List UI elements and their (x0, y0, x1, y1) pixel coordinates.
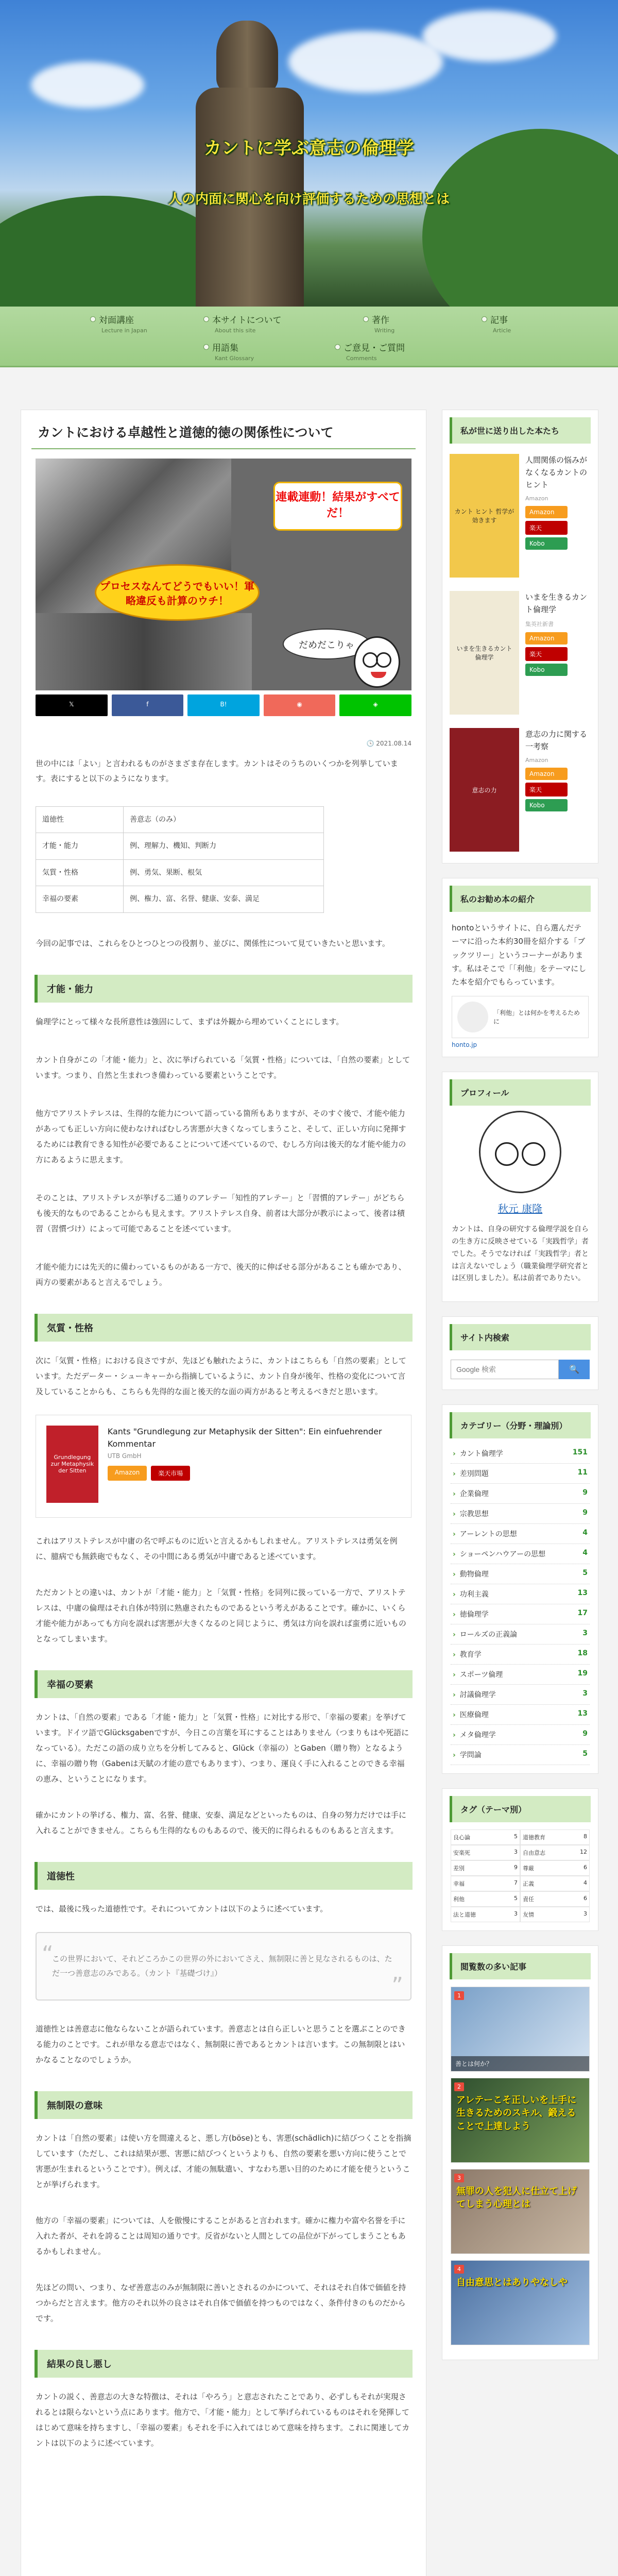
category-label: › ロールズの正義論 (453, 1629, 517, 1639)
tag-item[interactable] (520, 1907, 590, 1922)
category-label: › 徳倫理学 (453, 1609, 489, 1619)
category-count: 18 (577, 1649, 588, 1658)
widget-title: サイト内検索 (450, 1324, 591, 1350)
category-label: › 医療倫理 (453, 1709, 489, 1720)
category-item[interactable] (451, 1665, 590, 1685)
tag-item[interactable] (451, 1860, 520, 1876)
cloud-decoration (422, 10, 556, 62)
popular-thumb-text: 自由意思とはありやなしや (456, 2277, 568, 2289)
category-label: › アーレントの思想 (453, 1529, 517, 1539)
tag-item[interactable] (520, 1876, 590, 1891)
category-item[interactable] (451, 1685, 590, 1705)
popular-article[interactable] (451, 2169, 590, 2254)
widget-title: カテゴリー（分野・理論別） (450, 1412, 591, 1438)
bullet-icon (203, 316, 209, 322)
bullet-icon (203, 344, 209, 350)
section-heading: 無制限の意味 (35, 2091, 413, 2119)
section-heading: 才能・能力 (35, 975, 413, 1003)
paragraph: 才能や能力には先天的に備わっているものがある一方で、後天的に伸ばせる部分があることも確かであり、両方の要素があると言えるでしょう。 (36, 1262, 406, 1287)
paragraph: カントの説く、善意志の大きな特徴は、それは「やろう」と意志されたことであり、必ずしもそれが実現されるとは限らないという点にあります。他方で、「才能・能力」として挙げられているものはそれを発揮してはじめて意味を持ちますし、「幸福の要素」もそれを手に入れてはじめて意味を持ちます。これに関連してカントは以下のように述べています。 (36, 2392, 410, 2448)
nav-sub: Kant Glossary (215, 355, 254, 362)
amazon-button[interactable]: Amazon (525, 506, 568, 518)
sidebar-book[interactable]: いまを生きるカント倫理学 いまを生きるカント倫理学 集英社新書 Amazon 楽天 Kobo (442, 581, 598, 718)
article-main (21, 410, 426, 2576)
nav-sub: Writing (374, 327, 395, 334)
category-count: 5 (582, 1569, 588, 1578)
category-label: › カント倫理学 (453, 1448, 503, 1459)
category-label: › メタ倫理学 (453, 1730, 496, 1740)
honto-card[interactable] (452, 996, 589, 1038)
category-item[interactable] (451, 1584, 590, 1604)
cartoon-face-icon (354, 636, 400, 688)
rakuten-button[interactable]: 楽天 (525, 647, 568, 661)
nav-sub: Article (493, 327, 511, 334)
honto-title: 「利他」とは何かを考えるために (493, 1009, 580, 1026)
share-hatena-button[interactable]: B! はてブ (187, 694, 260, 716)
section-heading: 道徳性 (35, 1862, 413, 1890)
paragraph: ただカントとの違いは、カントが「才能・能力」と「気質・性格」を同列に扱っている一方で、アリストテレスは、中庸の倫理はそれ自体が特別に熟慮されたものであるという考えがあることです。確かに、いくら才能や能力があっても方向を誤れば害悪が大きくなるのと同じように、勇気は方向を誤れば蛮勇に近いものとなってしまいます。 (36, 1587, 406, 1643)
popular-thumb-text: 無罪の人を犯人に仕立て上げてしまう心理とは (456, 2186, 577, 2210)
book-cover: 意志の力 (450, 728, 519, 852)
tag-label: 道徳教育 (523, 1834, 545, 1841)
widget-categories (442, 1404, 598, 1774)
tag-count: 3 (583, 1910, 587, 1918)
honto-link[interactable]: honto.jp (452, 1041, 477, 1049)
paragraph: 確かにカントの挙げる、権力、富、名誉、健康、安泰、満足などといったものは、自身の努力だけでは手に入れることができません。こちらも生得的なものもあるので、後天的に得られるものもあると言えます。 (36, 1810, 407, 1835)
category-label: › 宗教思想 (453, 1509, 489, 1519)
tag-count: 9 (514, 1864, 518, 1871)
category-item[interactable] (451, 1524, 590, 1544)
amazon-button[interactable]: Amazon (525, 632, 568, 645)
statue-head (216, 21, 278, 93)
nav-label: ご意見・ご質問 (344, 343, 405, 353)
table-row: 道徳性 善意志（のみ） (36, 807, 324, 833)
paragraph: では、最後に残った道徳性です。それについてカントは以下のように述べています。 (36, 1904, 328, 1913)
site-title[interactable]: カントに学ぶ意志の倫理学 (204, 138, 414, 159)
paragraph: 他方の「幸福の要素」については、人を傲慢にすることがあると言われます。確かに権力や富や名誉を手に入れた者が、それを誇ることは周知の通りです。反省がないと人間としての品位が下がってしまうこともあるかもしれません。 (36, 2215, 406, 2256)
tag-count: 7 (514, 1879, 518, 1887)
category-item[interactable] (451, 1564, 590, 1584)
hero-image (36, 459, 411, 690)
sidebar-book[interactable]: 意志の力 意志の力に関する一考察 Amazon Amazon 楽天 Kobo (442, 718, 598, 855)
goods-table (36, 806, 324, 913)
nav-item-comments[interactable] (335, 341, 405, 362)
rakuten-button[interactable]: 楽天 (525, 783, 568, 796)
tag-cloud (451, 1829, 590, 1922)
tag-item[interactable] (520, 1891, 590, 1907)
widget-title: 閲覧数の多い記事 (450, 1953, 591, 1979)
tag-label: 安楽死 (453, 1850, 470, 1857)
nav-label: 用語集 (212, 343, 238, 353)
widget-recommend (442, 878, 598, 1057)
cloud-decoration (31, 62, 144, 108)
category-item[interactable] (451, 1504, 590, 1524)
paragraph: 次に「気質・性格」における良さですが、先ほども触れたように、カントはこちらも「自然の要素」としています。ただデーター・シューキャーから指摘しているように、カント自身が後年、性格の変化について言及していることからも、こちらも先得的な面と後天的な面の両方があると考えるべきだと思います。 (36, 1355, 407, 1396)
book-publisher: UTB GmbH (107, 1452, 142, 1460)
rank-badge: 4 (454, 2265, 464, 2274)
nav-sub: Comments (346, 355, 377, 362)
category-item[interactable] (451, 1444, 590, 1464)
book-cover: カント ヒント 哲学が効きます (450, 454, 519, 578)
pocket-icon: ◉ (297, 701, 302, 708)
tag-item[interactable] (451, 1876, 520, 1891)
category-label: › 討議倫理学 (453, 1689, 496, 1700)
popular-list (451, 1987, 590, 2345)
rank-badge: 3 (454, 2174, 464, 2182)
bullet-icon (363, 316, 369, 322)
recommend-text: hontoというサイトに、自ら選んだテーマに沿った本約30冊を紹介する「ブックツリー」というコーナーがあります。私はそこで「「利他」をテーマにした本を紹介でもらっています。 (452, 923, 587, 987)
widget-title: タグ（テーマ別） (450, 1796, 591, 1822)
widget-profile (442, 1072, 598, 1302)
paragraph: カントは「自然の要素」は使い方を間違えると、悪し方(böse)とも、害悪(schädlich)に結びつくことを指摘しています（ただし、これは結果が悪、害悪に結びつくというよりも、自然の要素を悪い方向に使うことで害悪が生まれるということです）。例えば、才能の無駄遣い、すなわち悪い目的のために才能を使うということが挙げられます。 (36, 2133, 411, 2189)
category-count: 151 (572, 1448, 588, 1457)
category-count: 4 (582, 1549, 588, 1557)
nav-label: 本サイトについて (212, 315, 282, 326)
hero-bubble-process: プロセスなんてどうでもいい！軍略違反も計算のウチ！ (95, 564, 260, 621)
rakuten-button[interactable]: 楽天市場 (151, 1466, 190, 1481)
category-item[interactable] (451, 1604, 590, 1624)
share-buttons (36, 694, 411, 730)
kant-quote: “ この世界において、それどころかこの世界の外においてさえ、無制限に善と見なされるものは、ただ一つ善意志のみである。（カント『基礎づけ』） ” (36, 1932, 411, 2001)
category-label: › 企業倫理 (453, 1488, 489, 1499)
tag-count: 3 (514, 1849, 518, 1856)
category-item[interactable] (451, 1745, 590, 1765)
rank-badge: 2 (454, 2082, 464, 2091)
category-count: 4 (582, 1529, 588, 1537)
tag-count: 3 (514, 1910, 518, 1918)
tag-count: 6 (583, 1864, 587, 1871)
category-count: 11 (577, 1468, 588, 1477)
paragraph: 今回の記事では、これらをひとつひとつの役割り、並びに、関係性について見ていきたいと思います。 (36, 938, 390, 948)
kobo-button[interactable]: Kobo (525, 799, 568, 811)
rank-badge: 1 (454, 1991, 464, 2000)
category-count: 9 (582, 1509, 588, 1517)
book-title[interactable]: いまを生きるカント倫理学 (525, 592, 588, 614)
avatar (479, 1111, 561, 1193)
amazon-button[interactable]: Amazon (525, 768, 568, 780)
nav-label: 著作 (372, 315, 389, 326)
tag-item[interactable] (520, 1860, 590, 1876)
category-item[interactable] (451, 1544, 590, 1564)
hero-bubble-result: 連載連動！結果がすべてだ！ (273, 482, 402, 531)
widget-title: 私が世に送り出した本たち (450, 417, 591, 444)
category-item[interactable] (451, 1725, 590, 1745)
widget-title: プロフィール (450, 1079, 591, 1106)
x-icon: 𝕏 (68, 701, 74, 708)
category-label: › 動物倫理 (453, 1569, 489, 1579)
paragraph: 倫理学にとって様々な長所意性は強固にして、まずは外観から埋めていくことにします。 (36, 1016, 344, 1026)
book-cover: いまを生きるカント倫理学 (450, 591, 519, 715)
book-title[interactable]: 人間関係の悩みがなくなるカントのヒント (525, 455, 588, 489)
nav-label: 対面講座 (99, 315, 134, 326)
hero-photo-crowd (36, 613, 252, 690)
category-item[interactable] (451, 1705, 590, 1725)
tag-count: 12 (580, 1849, 587, 1856)
tag-count: 5 (514, 1895, 518, 1902)
nav-item-lecture[interactable] (90, 313, 147, 334)
nav-label: 記事 (490, 315, 508, 326)
section-heading: 気質・性格 (35, 1314, 413, 1342)
cloud-decoration (288, 31, 443, 93)
tag-label: 良心論 (453, 1834, 470, 1841)
bullet-icon (90, 316, 96, 322)
category-count: 3 (582, 1689, 588, 1698)
nav-item-glossary[interactable] (203, 341, 254, 362)
tag-item[interactable] (520, 1829, 590, 1845)
category-list (451, 1444, 590, 1765)
nav-item-article[interactable] (482, 313, 511, 334)
table-row: 幸福の要素 例、権力、富、名誉、健康、安泰、満足 (36, 886, 324, 912)
category-label: › 教育学 (453, 1649, 482, 1659)
global-nav (0, 307, 618, 367)
table-row: 気質・性格 例、勇気、果断、根気 (36, 859, 324, 886)
article-title: カントにおける卓越性と道徳的徳の関係性について (31, 410, 416, 449)
profile-name[interactable]: 秋元 康隆 (497, 1202, 543, 1215)
widget-my-books (442, 410, 598, 863)
category-item[interactable] (451, 1624, 590, 1645)
category-item[interactable] (451, 1484, 590, 1504)
paragraph: カントは、「自然の要素」である「才能・能力」と「気質・性格」に対比する形で、「幸福の要素」を挙げています。ドイツ語でGlücksgabenですが、今日この言葉を耳にすることはありません（つまりもはや死語になっている）。ただこの語の成り立ちを分析してみると、Glück（幸福の）とGaben（贈り物）となるように、幸福の贈り物（Gabenは天賦の才能の意でもあります）、つまり、運良く手に入れることのできる幸福の恵み、ということになります。 (36, 1712, 409, 1784)
category-count: 13 (577, 1709, 588, 1718)
popular-caption: 善とは何か？ (451, 2056, 589, 2071)
widget-search (442, 1316, 598, 1390)
category-item[interactable] (451, 1464, 590, 1484)
book-card[interactable] (36, 1415, 411, 1518)
popular-article[interactable] (451, 1987, 590, 2072)
category-label: › スポーツ倫理 (453, 1669, 503, 1680)
paragraph: 他方でアリストテレスは、生得的な能力について語っている箇所もありますが、そのすぐ後で、才能や能力があっても正しい方向に使わなければむしろ害悪が大きくなってしまうこと、そして、正しい方向に発揮するためには教育できる知性が必要であることについて述べているので、むしろ方向は後天的な才能や能力の方にあるように思えます。 (36, 1108, 406, 1164)
tag-count: 6 (583, 1895, 587, 1902)
paragraph: 先ほどの問い、つまり、なぜ善意志のみが無制限に善いとされるのかについて、それはそれ自体で価値を持つからだと言えます。他方のそれ以外の良さはそれ自体で価値を持つものではなく、条件付きのものだからです。 (36, 2282, 406, 2323)
nav-item-about[interactable] (203, 313, 281, 334)
tag-label: 正義 (523, 1880, 534, 1888)
category-count: 9 (582, 1488, 588, 1497)
post-date: 🕓 2021.08.14 (366, 740, 411, 747)
tag-item[interactable] (451, 1907, 520, 1922)
tag-item[interactable] (451, 1891, 520, 1907)
category-label: › 差別問題 (453, 1468, 489, 1479)
widget-tags (442, 1788, 598, 1931)
kobo-button[interactable]: Kobo (525, 537, 568, 550)
category-label: › ショーペンハウアーの思想 (453, 1549, 545, 1559)
category-count: 3 (582, 1629, 588, 1638)
category-count: 9 (582, 1730, 588, 1738)
paragraph: これはアリストテレスが中庸の名で呼ぶものに近いと言えるかもしれません。アリストテレスは勇気を例に、臆病でも無鉄砲でもなく、その中間にある勇気が中庸であると述べています。 (36, 1536, 398, 1561)
tag-label: 尊厳 (523, 1865, 534, 1872)
share-line-button[interactable]: ◈ LINE (339, 694, 411, 716)
hatena-icon: B! (220, 701, 227, 708)
paragraph: そのことは、アリストテレスが挙げる二通りのアレテー「知性的アレテー」と「習慣的アレテー」がどちらも後天的なものであることからも見えます。アリストテレス自身、前者は大部分が教示によって、後者は積習（習慣づけ）によって可能であることを述べています。 (36, 1193, 405, 1233)
book-title[interactable]: 意志の力に関する一考察 (525, 730, 588, 751)
popular-article[interactable] (451, 2260, 590, 2345)
nav-sub: About this site (215, 327, 256, 334)
nav-item-writing[interactable] (363, 313, 394, 334)
share-pocket-button[interactable]: ◉ Pocket (264, 694, 336, 716)
site-subtitle: 人の内面に関心を向け評価するための思想とは (168, 192, 450, 207)
profile-text: カントは、自身の研究する倫理学説を自らの生き方に反映させている「実践哲学」者でした。そうでなければ「実践哲学」者とは言えないでしょう（職業倫理学研究者とは区別しました）。私は前者でありたい。 (452, 1225, 589, 1283)
facebook-icon: f (146, 701, 149, 708)
category-count: 17 (577, 1609, 588, 1618)
section-heading: 結果の良し悪し (35, 2350, 413, 2378)
site-header (0, 0, 618, 307)
category-item[interactable] (451, 1645, 590, 1665)
popular-article[interactable] (451, 2078, 590, 2163)
category-count: 13 (577, 1589, 588, 1598)
sidebar-book[interactable]: カント ヒント 哲学が効きます 人間関係の悩みがなくなるカントのヒント Amazon Amazon 楽天 Kobo (442, 444, 598, 581)
category-label: › 学問論 (453, 1750, 482, 1760)
popular-thumbnail (451, 2261, 589, 2345)
category-count: 19 (577, 1669, 588, 1678)
book-title[interactable]: Kants "Grundlegung zur Metaphysik der Sitten": Ein einfuehrender Kommentar (107, 1426, 382, 1449)
paragraph: カント自身がこの「才能・能力」と、次に挙げられている「気質・性格」については、「自然の要素」としています。つまり、自然と生まれつき備わっている要素ということです。 (36, 1055, 410, 1080)
tag-item[interactable] (451, 1829, 520, 1845)
tag-label: 差別 (453, 1865, 465, 1872)
paragraph: 道徳性とは善意志に他ならないことが語られています。善意志とは自ら正しいと思うことを選ぶことのできる能力のことです。これが単なる意志ではなく、無制限に善であるとカントは言います。この無制限とはいかなることなのでしょうか。 (36, 2024, 406, 2064)
share-facebook-button[interactable]: f シェア (112, 694, 184, 716)
tag-label: 法と道徳 (453, 1911, 476, 1919)
popular-thumbnail (451, 2170, 589, 2253)
line-icon: ◈ (373, 701, 378, 708)
kobo-button[interactable]: Kobo (525, 664, 568, 676)
honto-thumbnail (457, 1002, 488, 1032)
tag-label: 利他 (453, 1896, 465, 1903)
tag-label: 友情 (523, 1911, 534, 1919)
popular-thumb-text: アレテーこそ正しいを上手に生きるためのスキル、鍛えることで上達しよう (456, 2095, 577, 2132)
search-button[interactable]: 🔍 (559, 1360, 590, 1379)
bullet-icon (335, 344, 340, 350)
tag-label: 自由意志 (523, 1850, 545, 1857)
tag-count: 5 (514, 1833, 518, 1840)
tag-count: 4 (583, 1879, 587, 1887)
tag-label: 責任 (523, 1896, 534, 1903)
widget-popular (442, 1945, 598, 2360)
tag-item[interactable] (520, 1845, 590, 1860)
category-label: › 功利主義 (453, 1589, 489, 1599)
bullet-icon (482, 316, 487, 322)
share-x-button[interactable]: 𝕏 ポスト (36, 694, 108, 716)
category-count: 5 (582, 1750, 588, 1758)
amazon-button[interactable]: Amazon (108, 1466, 147, 1481)
tag-count: 8 (583, 1833, 587, 1840)
section-heading: 幸福の要素 (35, 1670, 413, 1698)
rakuten-button[interactable]: 楽天 (525, 521, 568, 535)
hero-bubble-sigh: だめだこりゃ (283, 629, 370, 659)
lead-paragraph: 世の中には「よい」と言われるものがさまざま存在します。カントはそのうちのいくつかを列挙しています。表にすると以下のようになります。 (36, 759, 398, 783)
book-cover: Grundlegung zur Metaphysik der Sitten (46, 1426, 98, 1503)
nav-sub: Lecture in Japan (101, 327, 147, 334)
tag-label: 幸福 (453, 1880, 465, 1888)
search-input[interactable] (451, 1360, 559, 1379)
table-row: 才能・能力 例、理解力、機知、判断力 (36, 833, 324, 859)
tag-item[interactable] (451, 1845, 520, 1860)
widget-title: 私のお勧め本の紹介 (450, 886, 591, 912)
sidebar (442, 410, 598, 2375)
